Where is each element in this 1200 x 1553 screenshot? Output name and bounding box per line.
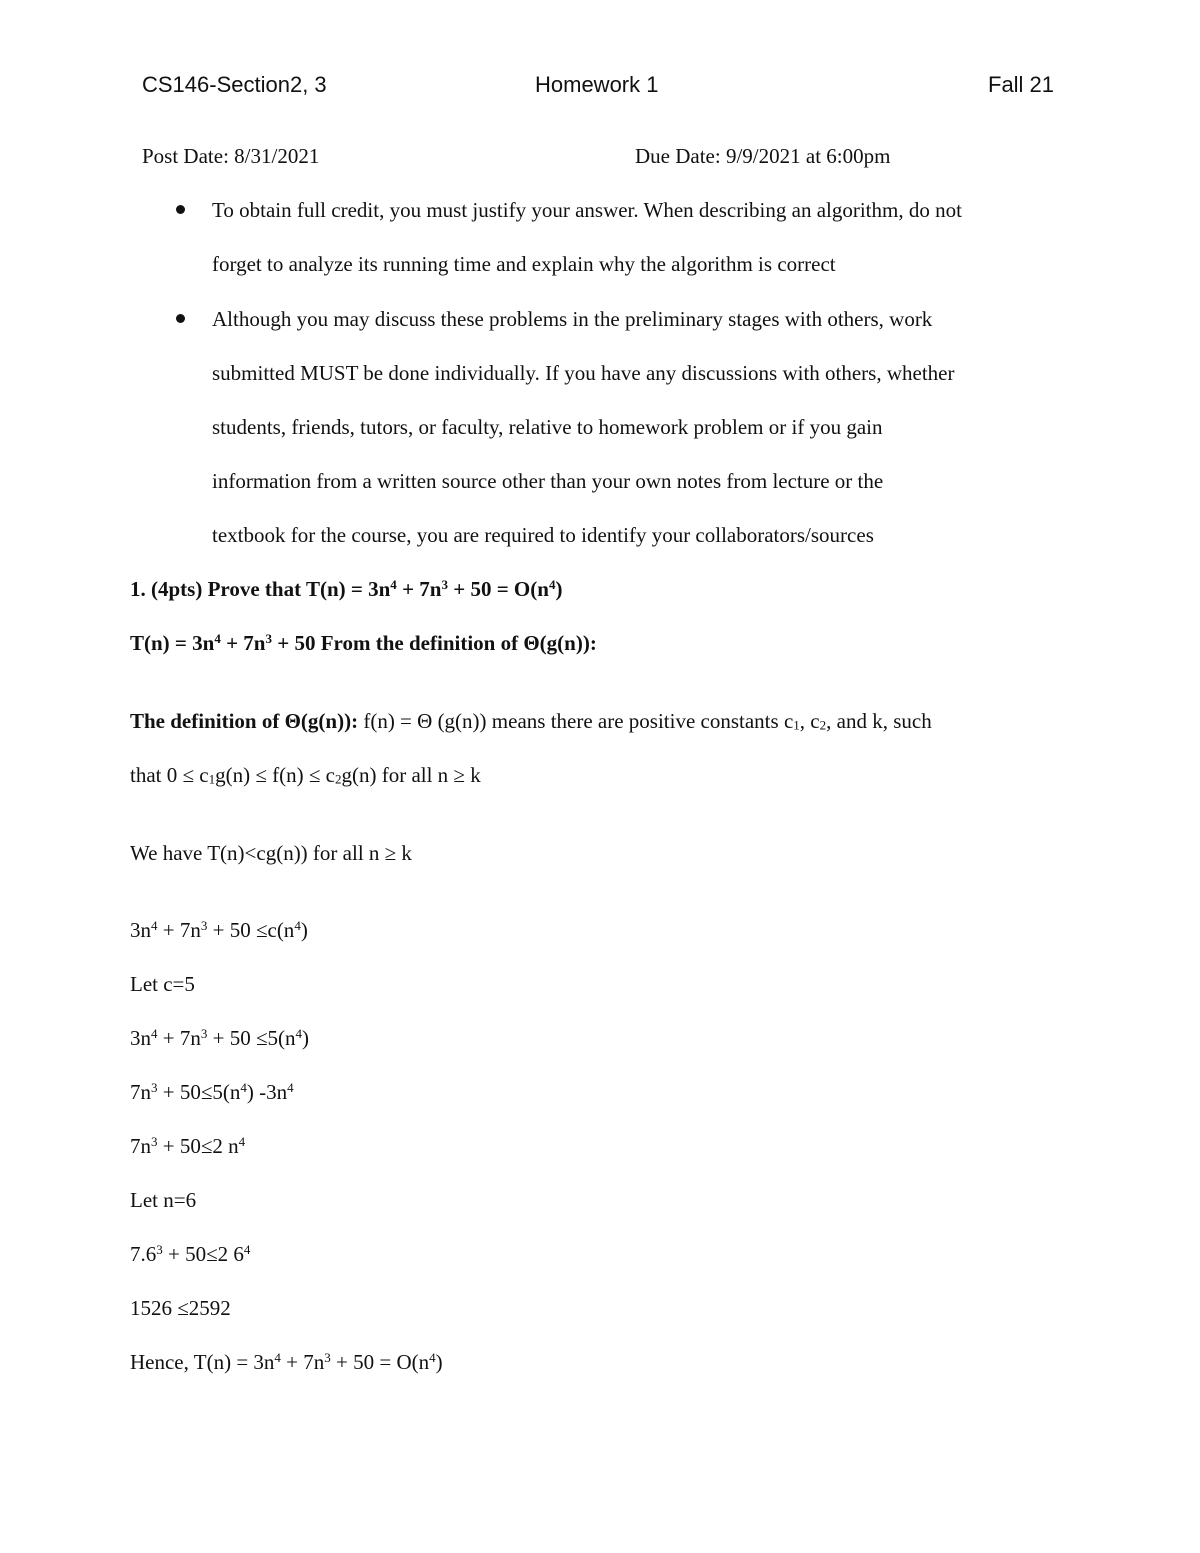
- step-inequality-5: $3n^4 + 7n^3 + 50 \le 5(n^4)$: [130, 1025, 310, 1050]
- theta-definition-line-2: that $0 \le c_1g(n) \le f(n) \le c_2g(n)$ for all n ≥ k: [130, 763, 481, 787]
- bullet-2-line-3: students, friends, tutors, or faculty, relative to homework problem or if you gain: [212, 415, 883, 439]
- theta-definition-line-1: The definition of Θ(g(n)): f(n) = Θ (g(n)) means there are positive constants $c_1$, $c_2$, and k, such: [130, 709, 932, 733]
- bullet-2-line-5: textbook for the course, you are required to identify your collaborators/sources: [212, 523, 874, 547]
- course-label: CS146-Section2, 3: [142, 72, 327, 97]
- post-date: Post Date: 8/31/2021: [142, 144, 320, 168]
- step-substitute: $7.6^3 + 50\le 2$ $6^4$: [130, 1241, 251, 1266]
- theta-definition-label: The definition of Θ(g(n)):: [130, 709, 359, 733]
- step-let-c: Let c=5: [130, 972, 195, 996]
- bullet-2-line-2: submitted MUST be done individually. If you have any discussions with others, whether: [212, 361, 955, 385]
- homework-title: Homework 1: [535, 72, 659, 97]
- step-conclusion: Hence, $T(n) = 3n^4 + 7n^3 + 50 = O(n^4)$: [130, 1349, 443, 1374]
- bullet-1-line-2: forget to analyze its running time and explain why the algorithm is correct: [212, 252, 836, 276]
- bullet-icon: [176, 314, 185, 323]
- we-have-line: We have T(n)<cg(n)) for all n ≥ k: [130, 841, 412, 865]
- term-label: Fall 21: [988, 72, 1055, 97]
- step-simplified: $7n^3 + 50\le 2$ $n^4$: [130, 1133, 246, 1158]
- bullet-1-line-1: To obtain full credit, you must justify your answer. When describing an algorithm, do not: [212, 198, 962, 222]
- bullet-2-line-1: Although you may discuss these problems in the preliminary stages with others, work: [212, 307, 933, 331]
- bullet-2-line-4: information from a written source other than your own notes from lecture or the: [212, 469, 884, 493]
- bullet-icon: [176, 205, 185, 214]
- step-let-n: Let n=6: [130, 1188, 197, 1212]
- problem-1-heading: [130, 576, 562, 602]
- step-subtract: $7n^3 + 50\le 5(n^4)$ $-3n^4$: [130, 1079, 294, 1104]
- problem-prompt: Prove that $T(n) = 3n^4 + 7n^3 + 50 = O(n^4)$: [207, 576, 563, 601]
- tn-definition-line: $T(n) = 3n^4 + 7n^3 + 50$ From the definition of Θ(g(n)):: [130, 630, 597, 655]
- problem-number: 1.: [130, 577, 146, 601]
- problem-points: (4pts): [151, 577, 203, 601]
- step-numeric: 1526 ≤2592: [130, 1296, 231, 1320]
- step-inequality-c: $3n^4 + 7n^3 + 50 \le c(n^4)$: [130, 917, 308, 942]
- due-date: Due Date: 9/9/2021 at 6:00pm: [635, 144, 891, 168]
